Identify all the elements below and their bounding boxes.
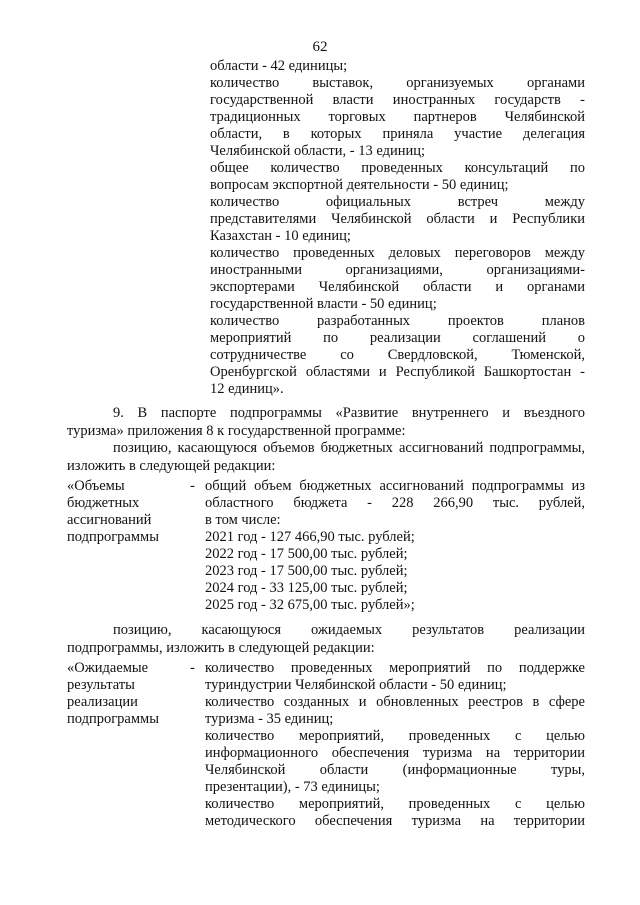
list-line: государственной власти - 50 единиц;	[210, 296, 437, 312]
results-intro-line: позицию, касающуюся ожидаемых результатов реализации	[113, 622, 585, 638]
list-line: количество проведенных деловых переговоров между	[210, 245, 585, 261]
item-9-line: туризма» приложения 8 к государственной программе:	[67, 422, 406, 439]
results-position-row	[67, 660, 585, 860]
list-line: Казахстан - 10 единиц;	[210, 228, 351, 244]
item-9-line: позицию, касающуюся объемов бюджетных ассигнований подпрограммы,	[113, 440, 585, 456]
list-line: Оренбургской областями и Республикой Башкортостан -	[210, 364, 585, 380]
value-line: количество проведенных мероприятий по поддержке	[205, 660, 585, 676]
list-line: количество выставок, организуемых органами	[210, 75, 585, 91]
value-line: количество созданных и обновленных реестров в сфере	[205, 694, 585, 710]
row-dash: -	[190, 478, 195, 494]
value-line: Челябинской области (информационные туры,	[205, 762, 585, 778]
label-line: ассигнований	[67, 512, 152, 528]
list-line: государственной власти иностранных государств -	[210, 92, 585, 108]
budget-position-row	[67, 478, 585, 618]
label-line: бюджетных	[67, 495, 140, 511]
label-line: реализации	[67, 694, 138, 710]
list-line: иностранными организациями, организациями-	[210, 262, 585, 278]
list-line: области - 42 единицы;	[210, 58, 348, 74]
value-line: туриндустрии Челябинской области - 50 единиц;	[205, 677, 507, 693]
list-line: мероприятий по реализации соглашений о	[210, 330, 585, 346]
value-line: методического обеспечения туризма на территории	[205, 813, 585, 829]
value-line: областного бюджета - 228 266,90 тыс. рублей,	[205, 495, 585, 511]
list-line: традиционных торговых партнеров Челябинской	[210, 109, 585, 125]
results-intro-paragraph	[67, 622, 585, 657]
value-line: количество мероприятий, проведенных с целью	[205, 796, 585, 812]
year-line: 2023 год - 17 500,00 тыс. рублей;	[205, 563, 408, 579]
label-line: «Ожидаемые	[67, 660, 149, 676]
list-line: Челябинской области, - 13 единиц;	[210, 143, 426, 159]
year-line: 2021 год - 127 466,90 тыс. рублей;	[205, 529, 415, 545]
list-line: общее количество проведенных консультаций по	[210, 160, 585, 176]
list-line: вопросам экспортной деятельности - 50 единиц;	[210, 177, 509, 193]
list-line: представителями Челябинской области и Республики	[210, 211, 585, 227]
item-9-line: 9. В паспорте подпрограммы «Развитие внутреннего и въездного	[113, 405, 585, 421]
row-dash: -	[190, 660, 195, 676]
results-row-label	[67, 660, 177, 728]
label-line: результаты	[67, 677, 135, 693]
label-line: подпрограммы	[67, 529, 159, 545]
value-line: информационного обеспечения туризма на территории	[205, 745, 585, 761]
results-row-value	[205, 660, 585, 830]
year-line: 2025 год - 32 675,00 тыс. рублей»;	[205, 597, 415, 613]
budget-row-value	[205, 478, 585, 614]
continuation-list	[210, 58, 585, 398]
value-line: в том числе:	[205, 512, 281, 528]
page-number: 62	[312, 39, 328, 55]
list-line: экспортерами Челябинской области и органами	[210, 279, 585, 295]
list-line: количество разработанных проектов планов	[210, 313, 585, 329]
results-intro-line: подпрограммы, изложить в следующей редакции:	[67, 639, 375, 656]
label-line: «Объемы	[67, 478, 125, 494]
item-9-line: изложить в следующей редакции:	[67, 457, 276, 474]
list-line: 12 единиц».	[210, 381, 284, 397]
item-9-paragraph	[67, 405, 585, 475]
list-line: сотрудничестве со Свердловской, Тюменской,	[210, 347, 585, 363]
list-line: количество официальных встреч между	[210, 194, 585, 210]
label-line: подпрограммы	[67, 711, 159, 727]
value-line: общий объем бюджетных ассигнований подпрограммы из	[205, 478, 585, 494]
budget-row-label	[67, 478, 177, 546]
list-line: области, в которых приняла участие делегация	[210, 126, 585, 142]
value-line: презентации), - 73 единицы;	[205, 779, 380, 795]
year-line: 2024 год - 33 125,00 тыс. рублей;	[205, 580, 408, 596]
value-line: туризма - 35 единиц;	[205, 711, 334, 727]
year-line: 2022 год - 17 500,00 тыс. рублей;	[205, 546, 408, 562]
value-line: количество мероприятий, проведенных с целью	[205, 728, 585, 744]
